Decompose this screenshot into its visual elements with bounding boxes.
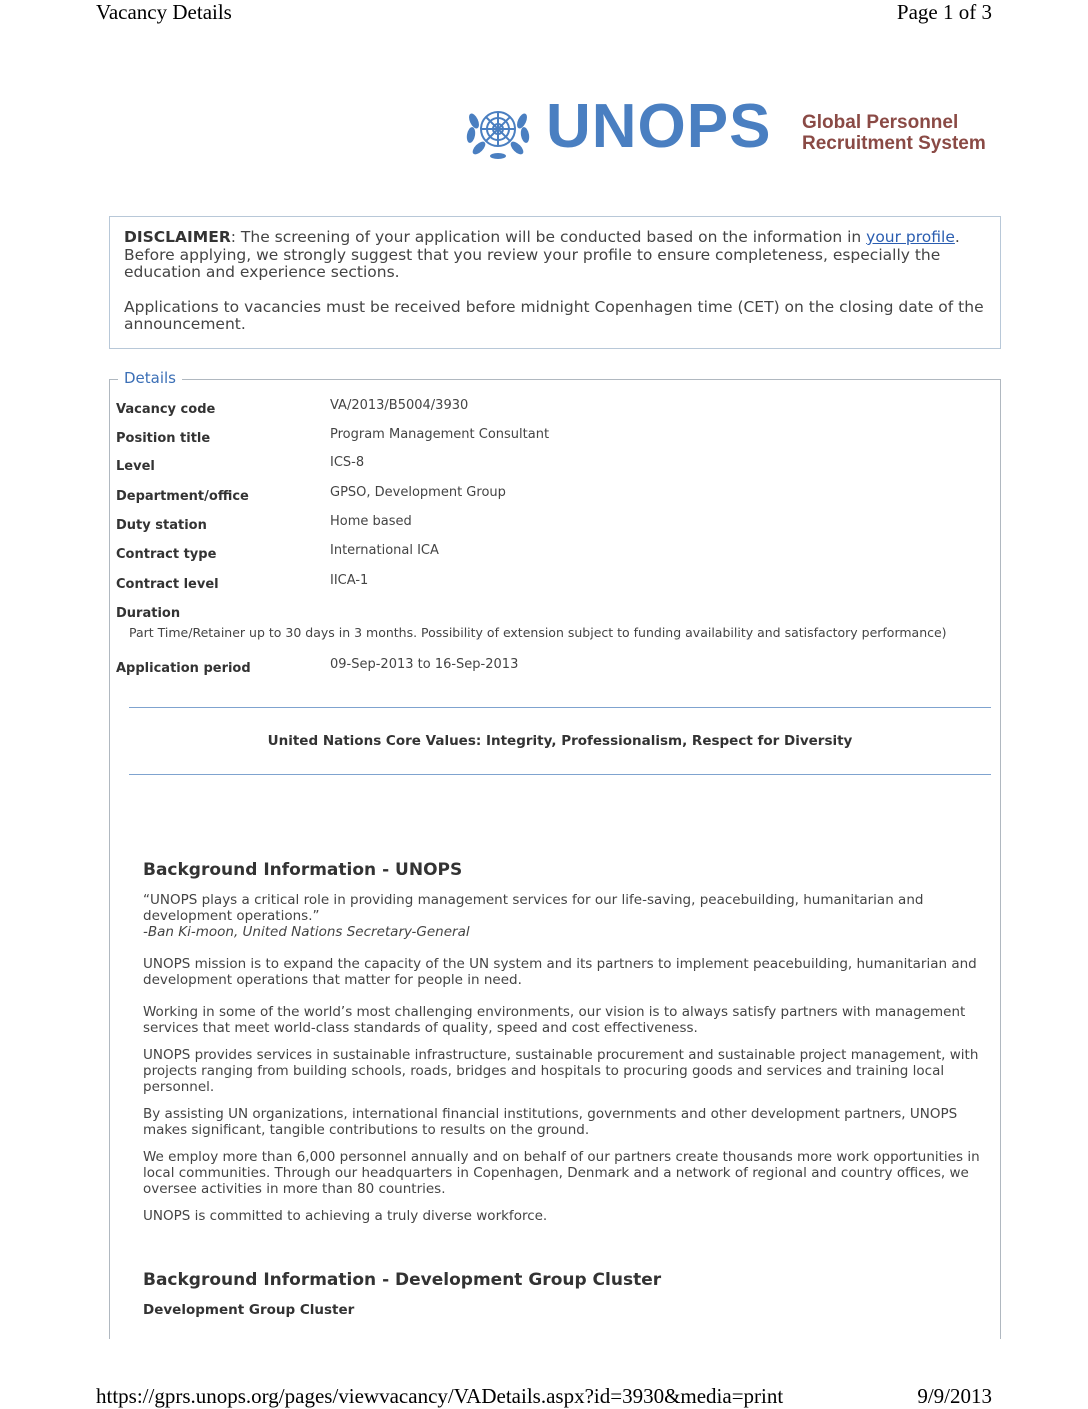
section-heading: Background Information - UNOPS (143, 860, 463, 880)
detail-label: Vacancy code (116, 402, 216, 417)
print-header-page-number: Page 1 of 3 (896, 0, 992, 24)
logo-subtitle (802, 112, 986, 154)
section-paragraph: We employ more than 6,000 personnel annually and on behalf of our partners create thousands more work opportunities in local communities. Through our headquarters in Copenhagen, Denmark and a network of regional and country offices, we oversee activities in more than 80 countries. (143, 1149, 980, 1197)
detail-label: Department/office (116, 489, 249, 504)
print-footer-url: https://gprs.unops.org/pages/viewvacancy/VADetails.aspx?id=3930&media=print (96, 1384, 784, 1408)
disclaimer-label: DISCLAIMER (124, 228, 231, 246)
disclaimer-box (109, 216, 1001, 349)
detail-value: ICS-8 (330, 455, 365, 470)
detail-label: Duty station (116, 518, 207, 533)
details-legend: Details (118, 369, 182, 387)
logo-subtitle-line1: Global Personnel (802, 112, 959, 133)
detail-value: International ICA (330, 543, 439, 558)
unops-logo (462, 92, 996, 162)
your-profile-link[interactable]: your profile (866, 228, 955, 246)
details-fieldset (109, 369, 1001, 1339)
background-dg-section (143, 1272, 983, 1318)
detail-value: GPSO, Development Group (330, 485, 506, 500)
divider (129, 774, 991, 775)
section-paragraph: By assisting UN organizations, international financial institutions, governments and other development partners, UNOPS makes significant, tangible contributions to results on the ground. (143, 1106, 958, 1138)
detail-value: VA/2013/B5004/3930 (330, 398, 469, 413)
duration-value: Part Time/Retainer up to 30 days in 3 months. Possibility of extension subject to funding availability and satisfactory performance) (129, 625, 947, 640)
detail-label: Contract level (116, 577, 219, 592)
un-emblem-icon (462, 101, 534, 161)
print-header-title: Vacancy Details (96, 0, 232, 24)
detail-value: Home based (330, 514, 412, 529)
print-footer-date: 9/9/2013 (917, 1384, 992, 1408)
section-paragraph: Working in some of the world’s most challenging environments, our vision is to always satisfy partners with management services that meet world-class standards of quality, speed and cost effectiveness. (143, 1004, 966, 1036)
detail-label: Contract type (116, 547, 217, 562)
quote-text: “UNOPS plays a critical role in providing management services for our life-saving, peacebuilding, humanitarian and development operations.” (143, 892, 924, 924)
disclaimer-text-after: . Before applying, we strongly suggest that you review your profile to ensure completeness, especially the education and experience sections. (124, 228, 960, 281)
section-paragraph: UNOPS provides services in sustainable infrastructure, sustainable procurement and sustainable project management, with projects ranging from building schools, roads, bridges and hospitals to procuring goods and services and training local personnel. (143, 1047, 979, 1095)
logo-subtitle-line2: Recruitment System (802, 133, 986, 154)
background-unops-section (143, 862, 983, 1224)
disclaimer-paragraph (124, 229, 986, 282)
disclaimer-text-before: : The screening of your application will be conducted based on the information in (230, 228, 867, 246)
detail-value: 09-Sep-2013 to 16-Sep-2013 (330, 657, 519, 672)
section-heading: Background Information - Development Group Cluster (143, 1270, 662, 1290)
detail-label: Level (116, 459, 155, 474)
detail-value: Program Management Consultant (330, 427, 550, 442)
logo-wordmark: UNOPS (546, 92, 772, 161)
section-paragraph: UNOPS mission is to expand the capacity of the UN system and its partners to implement peacebuilding, humanitarian and development operations that matter for people in need. (143, 956, 977, 988)
section-paragraph: UNOPS is committed to achieving a truly diverse workforce. (143, 1208, 548, 1224)
quote-attribution: -Ban Ki-moon, United Nations Secretary-General (143, 924, 470, 940)
divider (129, 707, 991, 708)
detail-label: Position title (116, 431, 211, 446)
core-values-banner: United Nations Core Values: Integrity, Professionalism, Respect for Diversity (267, 733, 853, 749)
section-subheading: Development Group Cluster (143, 1302, 355, 1318)
detail-label: Duration (116, 606, 181, 621)
detail-label: Application period (116, 661, 251, 676)
closing-time-notice: Applications to vacancies must be received before midnight Copenhagen time (CET) on the closing date of the announcement. (124, 297, 984, 333)
detail-value: IICA-1 (330, 573, 369, 588)
